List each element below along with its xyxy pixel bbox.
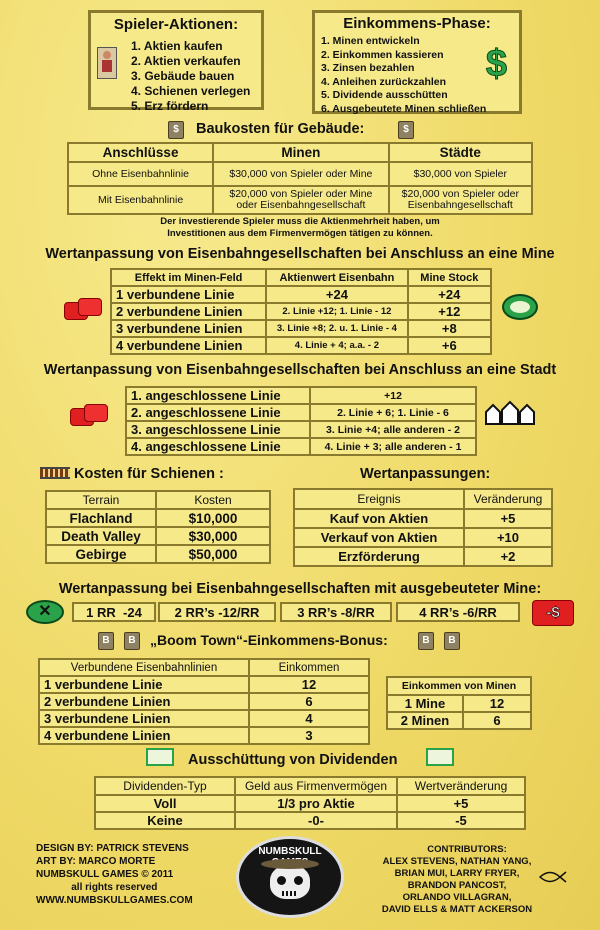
mine-cell: 3. Linie +8; 2. u. 1. Linie - 4 <box>266 320 407 337</box>
boom-sign-icon: B <box>124 632 140 650</box>
adjust-cell: Verkauf von Aktien <box>294 528 464 547</box>
credits-block <box>36 842 193 907</box>
boom-cell: 4 <box>249 710 369 727</box>
mine-cell: 3 verbundene Linien <box>111 320 266 337</box>
exhausted-cell: 3 RR’s -8/RR <box>280 602 392 622</box>
player-actions-box <box>88 10 264 113</box>
dollar-icon: $ <box>485 43 507 85</box>
city-cell: 2. Linie + 6; 1. Linie - 6 <box>310 404 476 421</box>
adjust-cell: +10 <box>464 528 552 547</box>
mine-cell: +6 <box>408 337 491 354</box>
track-header: Kosten <box>156 491 270 509</box>
building-cell: $30,000 von Spieler oder Mine <box>213 162 388 186</box>
mine-adjust-title: Wertanpassung von Eisenbahngesellschaften bei Anschluss an eine Mine <box>45 246 555 262</box>
mine-header: Effekt im Minen-Feld <box>111 269 266 286</box>
mine-income-cell: 6 <box>463 712 531 729</box>
boom-header: Verbundene Eisenbahnlinien <box>39 659 249 676</box>
adjust-header: Veränderung <box>464 489 552 509</box>
dividends-title: Ausschüttung von Dividenden <box>188 752 398 768</box>
boom-header: Einkommen <box>249 659 369 676</box>
building-sign-icon-right: $ <box>398 121 414 139</box>
adjustments-table <box>293 488 553 567</box>
building-header: Minen <box>213 143 388 162</box>
mine-cell: +12 <box>408 303 491 320</box>
mine-stock-certificate-icon <box>502 294 538 320</box>
income-item: 5. Dividende ausschütten <box>321 89 448 101</box>
red-city-tokens-icon <box>70 404 108 426</box>
city-adjust-table <box>125 386 477 456</box>
track-cell: Flachland <box>46 509 156 527</box>
adjust-cell: +2 <box>464 547 552 566</box>
exhausted-mine-title: Wertanpassung bei Eisenbahngesellschaften mit ausgebeuteter Mine: <box>58 581 542 597</box>
building-header: Städte <box>389 143 532 162</box>
boom-cell: 12 <box>249 676 369 693</box>
dividend-cell: -5 <box>397 812 525 829</box>
credit-line: ART BY: MARCO MORTE <box>36 856 156 867</box>
building-costs-title: Baukosten für Gebäude: <box>196 121 365 137</box>
income-phase-box <box>312 10 522 114</box>
city-adjust-title: Wertanpassung von Eisenbahngesellschaften bei Anschluss an eine Stadt <box>43 362 557 378</box>
building-cell: Mit Eisenbahnlinie <box>68 186 213 214</box>
income-item: 1. Minen entwickeln <box>321 35 420 47</box>
dividend-cell: 1/3 pro Aktie <box>235 795 397 812</box>
building-cell: $20,000 von Spieler oder Eisenbahngesellschaft <box>389 186 532 214</box>
boom-cell: 6 <box>249 693 369 710</box>
action-item: 3. Gebäude bauen <box>131 69 235 83</box>
mine-cell: 1 verbundene Linie <box>111 286 266 303</box>
building-cell: Ohne Eisenbahnlinie <box>68 162 213 186</box>
boom-cell: 3 <box>249 727 369 744</box>
boom-cell: 1 verbundene Linie <box>39 676 249 693</box>
dividend-header: Geld aus Firmenvermögen <box>235 777 397 795</box>
city-houses-icon <box>484 400 536 426</box>
boom-title: „Boom Town“-Einkommens-Bonus: <box>150 632 388 648</box>
city-cell: 3. Linie +4; alle anderen - 2 <box>310 421 476 438</box>
boom-sign-icon: B <box>98 632 114 650</box>
boom-income-table <box>38 658 370 745</box>
action-item: 4. Schienen verlegen <box>131 84 251 98</box>
contributor-line: DAVID ELLS & MATT ACKERSON <box>381 904 533 915</box>
mine-cell: 2. Linie +12; 1. Linie - 12 <box>266 303 407 320</box>
red-mine-tokens-icon <box>64 298 102 320</box>
contributor-line: BRANDON PANCOST, <box>407 880 507 891</box>
dividend-cell: -0- <box>235 812 397 829</box>
adjust-cell: +5 <box>464 509 552 528</box>
mine-income-cell: 12 <box>463 695 531 712</box>
mine-cell: +8 <box>408 320 491 337</box>
stock-certificate-icon <box>426 748 454 766</box>
mine-income-cell: 2 Minen <box>387 712 463 729</box>
city-cell: +12 <box>310 387 476 404</box>
stock-certificate-icon <box>146 748 174 766</box>
building-note-line1: Der investierende Spieler muss die Aktienmehrheit haben, um <box>160 216 440 227</box>
building-note-line2: Investitionen aus dem Firmenvermögen tätigen zu können. <box>167 228 433 239</box>
player-actions-list <box>131 39 250 114</box>
credit-line: NUMBSKULL GAMES © 2011 <box>36 869 174 880</box>
building-sign-icon-left: $ <box>168 121 184 139</box>
skull-icon <box>270 865 310 899</box>
dividend-header: Wertveränderung <box>397 777 525 795</box>
mine-cell: 4. Linie + 4; a.a. - 2 <box>266 337 407 354</box>
exhausted-cell: 1 RR -24 <box>72 602 156 622</box>
mine-income-cell: 1 Mine <box>387 695 463 712</box>
boom-cell: 2 verbundene Linien <box>39 693 249 710</box>
income-item: 3. Zinsen bezahlen <box>321 62 415 74</box>
track-cell: Gebirge <box>46 545 156 563</box>
income-phase-list <box>321 35 486 116</box>
dividend-cell: Voll <box>95 795 235 812</box>
negative-money-icon: -$ <box>532 600 574 626</box>
fish-icon <box>538 870 568 884</box>
track-cell: Death Valley <box>46 527 156 545</box>
building-costs-table <box>67 142 533 215</box>
contributor-line: ALEX STEVENS, NATHAN YANG, <box>382 856 532 867</box>
track-cell: $10,000 <box>156 509 270 527</box>
player-card-icon <box>97 47 117 79</box>
action-item: 5. Erz fördern <box>131 99 209 113</box>
mine-adjust-table <box>110 268 492 355</box>
contributors-block <box>352 844 562 916</box>
mine-income-title: Einkommen von Minen <box>387 677 531 695</box>
exhausted-cell: 4 RR’s -6/RR <box>396 602 520 622</box>
contributors-title: CONTRIBUTORS: <box>427 844 507 855</box>
city-cell: 4. angeschlossene Linie <box>126 438 310 455</box>
boom-cell: 4 verbundene Linien <box>39 727 249 744</box>
mine-cell: 2 verbundene Linien <box>111 303 266 320</box>
track-cell: $30,000 <box>156 527 270 545</box>
income-item: 2. Einkommen kassieren <box>321 48 444 61</box>
contributor-line: BRIAN MUI, LARRY FRYER, <box>394 868 520 879</box>
track-costs-title: Kosten für Schienen : <box>74 466 224 482</box>
logo-text: NUMBSKULL <box>258 846 322 857</box>
track-costs-table <box>45 490 271 564</box>
dividends-table <box>94 776 526 830</box>
income-item: 6. Ausgebeutete Minen schließen <box>321 102 487 115</box>
mine-cell: +24 <box>408 286 491 303</box>
mine-income-table <box>386 676 532 730</box>
building-cell: $30,000 von Spieler <box>389 162 532 186</box>
city-cell: 4. Linie + 3; alle anderen - 1 <box>310 438 476 455</box>
numbskull-logo <box>236 836 344 918</box>
city-cell: 3. angeschlossene Linie <box>126 421 310 438</box>
dividend-cell: +5 <box>397 795 525 812</box>
boom-sign-icon: B <box>444 632 460 650</box>
adjust-cell: Erzförderung <box>294 547 464 566</box>
adjust-cell: Kauf von Aktien <box>294 509 464 528</box>
mine-cell: +24 <box>266 286 407 303</box>
dividend-cell: Keine <box>95 812 235 829</box>
action-item: 1. Aktien kaufen <box>131 39 223 53</box>
mine-cell: 4 verbundene Linien <box>111 337 266 354</box>
credit-line: DESIGN BY: PATRICK STEVENS <box>36 843 189 854</box>
action-item: 2. Aktien verkaufen <box>131 54 241 68</box>
exhausted-mine-x-icon: ✕ <box>26 600 64 624</box>
contributor-line: ORLANDO VILLAGRAN, <box>402 892 512 903</box>
player-actions-title: Spieler-Aktionen: <box>113 16 239 33</box>
track-icon <box>40 467 70 479</box>
adjustments-title: Wertanpassungen: <box>360 466 491 482</box>
building-header: Anschlüsse <box>68 143 213 162</box>
track-cell: $50,000 <box>156 545 270 563</box>
dividend-header: Dividenden-Typ <box>95 777 235 795</box>
building-cell: $20,000 von Spieler oder Mine oder Eisenbahngesellschaft <box>213 186 388 214</box>
income-phase-title: Einkommens-Phase: <box>343 15 491 32</box>
track-header: Terrain <box>46 491 156 509</box>
credit-line: WWW.NUMBSKULLGAMES.COM <box>36 895 193 906</box>
exhausted-cell: 2 RR’s -12/RR <box>158 602 276 622</box>
boom-cell: 3 verbundene Linien <box>39 710 249 727</box>
boom-sign-icon: B <box>418 632 434 650</box>
mine-header: Mine Stock <box>408 269 491 286</box>
adjust-header: Ereignis <box>294 489 464 509</box>
income-item: 4. Anleihen zurückzahlen <box>321 75 447 88</box>
credit-line: all rights reserved <box>71 882 158 893</box>
mine-header: Aktienwert Eisenbahn <box>266 269 407 286</box>
city-cell: 2. angeschlossene Linie <box>126 404 310 421</box>
city-cell: 1. angeschlossene Linie <box>126 387 310 404</box>
